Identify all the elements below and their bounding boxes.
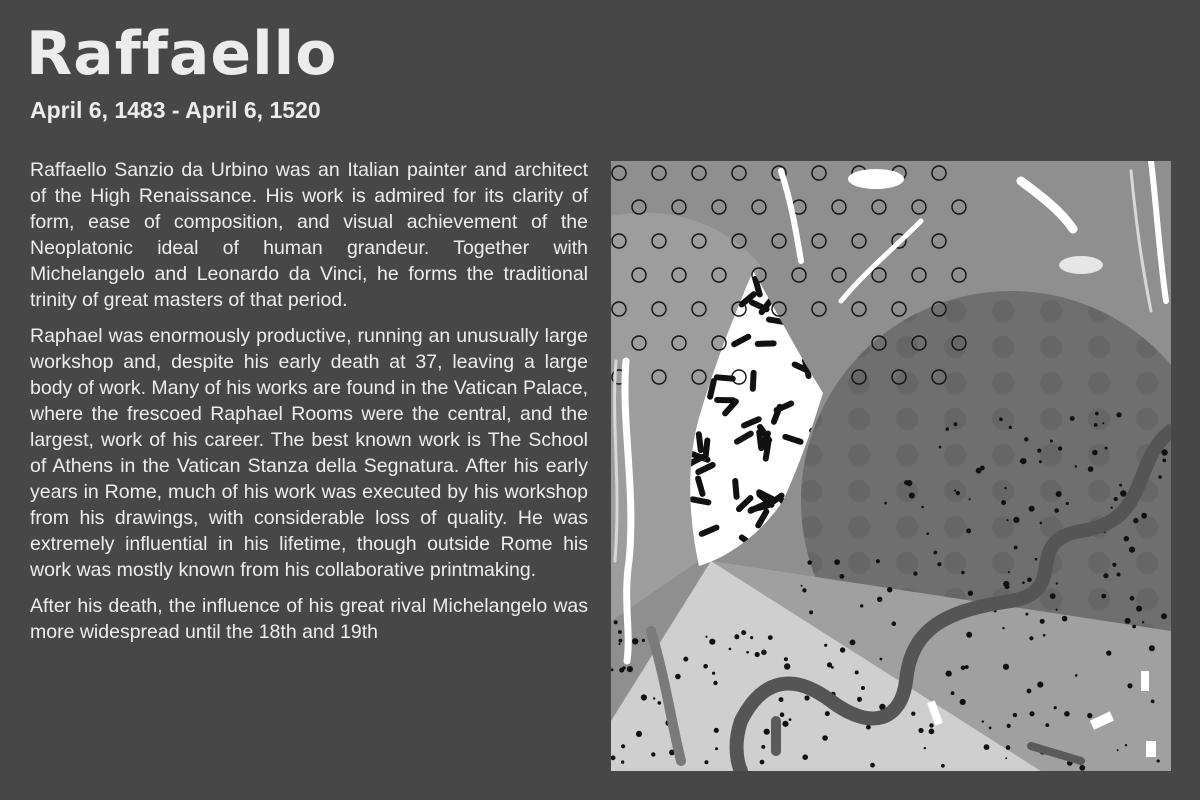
grid-dot <box>1040 372 1062 394</box>
life-dates: April 6, 1483 - April 6, 1520 <box>30 97 321 123</box>
speckle <box>1161 613 1167 619</box>
speckle <box>906 480 912 486</box>
speckle <box>1129 547 1135 553</box>
speckle <box>632 638 638 644</box>
speckle <box>1050 593 1056 599</box>
dash-mark <box>755 340 777 347</box>
speckle <box>1105 447 1108 450</box>
speckle <box>866 725 871 730</box>
speckle <box>1101 594 1106 599</box>
speckle <box>1112 563 1116 567</box>
speckle <box>1013 713 1017 717</box>
speckle <box>1003 581 1009 587</box>
speckle <box>1120 490 1126 496</box>
speckle <box>834 559 840 565</box>
speckle <box>1142 621 1144 623</box>
speckle <box>1005 757 1007 759</box>
speckle <box>1157 759 1160 762</box>
speckle <box>954 422 958 426</box>
speckle <box>642 639 645 642</box>
speckle <box>1001 500 1006 505</box>
speckle <box>1127 683 1132 688</box>
speckle <box>636 731 642 737</box>
speckle <box>946 671 952 677</box>
speckle <box>861 686 865 690</box>
speckle <box>807 560 812 565</box>
speckle <box>1003 664 1009 670</box>
white-oval <box>848 169 904 189</box>
grid-dot <box>1088 336 1110 358</box>
speckle <box>877 597 882 602</box>
light-oval <box>1059 256 1103 274</box>
speckle <box>1117 749 1119 751</box>
speckle <box>750 636 753 639</box>
grid-dot <box>992 552 1014 574</box>
grid-dot <box>944 336 966 358</box>
speckle <box>1116 412 1121 417</box>
speckle <box>954 490 956 492</box>
grid-dot <box>848 480 870 502</box>
speckle <box>715 747 718 750</box>
bio-paragraph-2: Raphael was enormously productive, running an unusually large workshop and, despite his early death at 37, leaving a large body of work. Many of his works are found in the Vatican Palace, where the frescoed Raphael Rooms were the central, and the largest, work of his career. The best known work is The School of Athens in the Vatican Stanza della Segnatura. After his early years in Rome, much of his work was executed by his workshop from his drawings, with considerable loss of quality. He was extremely influential in his lifetime, though outside Rome his work was mostly known from his collaborative printmaking. <box>30 325 588 581</box>
grid-dot <box>992 372 1014 394</box>
speckle <box>1006 519 1008 521</box>
speckle <box>713 681 717 685</box>
speckle <box>913 571 917 575</box>
speckle <box>746 651 749 654</box>
grid-dot <box>1136 516 1158 538</box>
speckle <box>1117 573 1121 577</box>
grid-dot <box>1040 336 1062 358</box>
speckle <box>1024 437 1028 441</box>
speckle <box>1054 706 1057 709</box>
speckle <box>1114 497 1118 501</box>
grid-dot <box>848 444 870 466</box>
speckle <box>1029 636 1033 640</box>
speckle <box>1062 616 1068 622</box>
speckle <box>729 648 732 651</box>
speckle <box>764 729 770 735</box>
speckle <box>1006 745 1011 750</box>
speckle <box>641 694 647 700</box>
speckle <box>1045 723 1049 727</box>
speckle <box>789 718 792 721</box>
speckle <box>980 466 985 471</box>
speckle <box>1092 450 1098 456</box>
speckle <box>933 551 937 555</box>
speckle <box>1022 581 1025 584</box>
speckle <box>704 760 708 764</box>
grid-dot <box>896 372 918 394</box>
speckle <box>761 650 767 656</box>
speckle <box>969 498 971 500</box>
grid-dot <box>1088 372 1110 394</box>
speckle <box>705 636 707 638</box>
speckle <box>1141 513 1147 519</box>
grid-dot <box>992 336 1014 358</box>
speckle <box>1103 573 1108 578</box>
speckle <box>929 729 935 735</box>
speckle <box>918 728 923 733</box>
speckle <box>784 663 790 669</box>
grid-dot <box>944 516 966 538</box>
speckle <box>1029 506 1035 512</box>
speckle <box>1040 522 1043 525</box>
speckle <box>1002 627 1004 629</box>
grid-dot <box>1088 588 1110 610</box>
grid-dot <box>1136 552 1158 574</box>
speckle <box>741 630 746 635</box>
speckle <box>884 502 887 505</box>
abstract-artwork <box>611 161 1171 771</box>
speckle <box>658 701 662 705</box>
speckle <box>951 691 955 695</box>
grid-dot <box>944 300 966 322</box>
speckle <box>1158 475 1162 479</box>
speckle <box>1013 517 1019 523</box>
grid-dot <box>944 372 966 394</box>
speckle <box>782 721 788 727</box>
speckle <box>984 744 990 750</box>
speckle <box>1088 466 1094 472</box>
speckle <box>960 699 966 705</box>
speckle <box>1039 460 1042 463</box>
grid-dot <box>1040 300 1062 322</box>
speckle <box>1070 416 1075 421</box>
grid-dot <box>944 552 966 574</box>
speckle <box>822 735 828 741</box>
speckle <box>703 664 708 669</box>
speckle <box>880 658 883 661</box>
grid-dot <box>848 408 870 430</box>
grid-dot <box>944 444 966 466</box>
speckle <box>1043 634 1046 637</box>
speckle <box>779 697 784 702</box>
speckle <box>683 657 688 662</box>
speckle <box>802 754 808 760</box>
page-title: Raffaello <box>26 19 338 89</box>
speckle <box>968 591 973 596</box>
speckle <box>929 723 933 727</box>
speckle <box>1035 558 1038 561</box>
speckle <box>1029 711 1034 716</box>
speckle <box>827 662 832 667</box>
speckle <box>1027 578 1032 583</box>
speckle <box>945 427 949 431</box>
speckle <box>824 644 827 647</box>
speckle <box>1050 440 1053 443</box>
speckle <box>1004 487 1006 489</box>
bio-paragraph-3: After his death, the influence of his great rival Michelangelo was more widespread until the 18th and 19th <box>30 595 588 643</box>
grid-dot <box>848 552 870 574</box>
speckle <box>618 630 622 634</box>
speckle <box>712 672 715 675</box>
speckle <box>1111 507 1113 509</box>
speckle <box>924 747 926 749</box>
speckle <box>1087 713 1092 718</box>
speckle <box>876 559 880 563</box>
speckle <box>761 745 765 749</box>
speckle <box>1106 650 1111 655</box>
speckle <box>801 585 803 587</box>
speckle <box>860 604 863 607</box>
grid-dot <box>992 480 1014 502</box>
speckle <box>1133 518 1138 523</box>
speckle <box>909 493 915 499</box>
speckle <box>619 639 623 643</box>
speckle <box>1130 596 1135 601</box>
grid-dot <box>992 300 1014 322</box>
grid-dot <box>992 516 1014 538</box>
speckle <box>621 760 624 763</box>
speckle <box>621 744 625 748</box>
speckle <box>709 639 715 645</box>
speckle <box>1075 465 1078 468</box>
speckle <box>1149 645 1155 651</box>
grid-dot <box>848 516 870 538</box>
speckle <box>887 587 892 592</box>
grid-dot <box>1088 480 1110 502</box>
speckle <box>1125 744 1127 746</box>
speckle <box>675 674 681 680</box>
speckle <box>961 666 966 671</box>
artwork-canvas <box>611 161 1171 771</box>
speckle <box>937 562 941 566</box>
speckle <box>1124 536 1129 541</box>
speckle <box>1056 491 1062 497</box>
speckle <box>999 417 1003 421</box>
speckle <box>1075 674 1078 677</box>
speckle <box>1125 618 1131 624</box>
grid-dot <box>896 552 918 574</box>
speckle <box>1119 484 1122 487</box>
speckle <box>1056 609 1058 611</box>
speckle <box>802 588 806 592</box>
speckle <box>840 647 845 652</box>
speckle <box>921 506 924 509</box>
speckle <box>961 571 965 575</box>
speckle <box>939 446 942 449</box>
speckle <box>619 668 624 673</box>
speckle <box>1151 700 1155 704</box>
speckle <box>1094 423 1098 427</box>
biography <box>30 157 588 785</box>
speckle <box>1056 582 1058 584</box>
speckle <box>1025 613 1028 616</box>
speckle <box>870 763 875 768</box>
bio-paragraph-1: Raffaello Sanzio da Urbino was an Italian painter and architect of the High Renaissance. His work is admired for its clarity of form, ease of composition, and visual achievement of the Neoplatonic ideal of human grandeur. Together with Michelangelo and Leonardo da Vinci, he forms the traditional trinity of great masters of that period. <box>30 159 588 311</box>
speckle <box>1007 724 1011 728</box>
speckle <box>966 632 972 638</box>
speckle <box>618 643 620 645</box>
speckle <box>966 528 971 533</box>
dash-mark <box>750 370 757 392</box>
speckle <box>1162 459 1166 463</box>
speckle <box>1054 508 1059 513</box>
grid-dot <box>800 480 822 502</box>
speckle <box>1161 449 1167 455</box>
grid-dot <box>1136 372 1158 394</box>
speckle <box>627 666 633 672</box>
speckle <box>941 764 945 768</box>
speckle <box>614 620 618 624</box>
speckle <box>840 574 845 579</box>
grid-dot <box>896 336 918 358</box>
speckle <box>1020 458 1026 464</box>
grid-dot <box>848 372 870 394</box>
speckle <box>734 634 739 639</box>
speckle <box>892 621 897 626</box>
speckle <box>755 652 760 657</box>
speckle <box>956 491 960 495</box>
speckle <box>784 657 788 661</box>
speckle <box>804 695 809 700</box>
speckle <box>809 610 813 614</box>
speckle <box>1132 625 1136 629</box>
speckle <box>965 665 969 669</box>
grid-dot <box>896 516 918 538</box>
speckle <box>825 711 830 716</box>
speckle <box>1040 619 1045 624</box>
grid-dot <box>1088 552 1110 574</box>
grid-dot <box>944 408 966 430</box>
speckle <box>1102 422 1104 424</box>
speckle <box>855 670 859 674</box>
speckle <box>1009 426 1012 429</box>
grid-dot <box>1040 408 1062 430</box>
speckle <box>768 635 773 640</box>
grid-dot <box>1088 408 1110 430</box>
speckle <box>714 728 719 733</box>
speckle <box>982 720 984 722</box>
speckle <box>1058 446 1062 450</box>
speckle <box>1079 765 1085 771</box>
speckle <box>1136 606 1142 612</box>
speckle <box>1037 449 1041 453</box>
speckle <box>1095 412 1099 416</box>
speckle <box>780 712 785 717</box>
grid-dot <box>992 444 1014 466</box>
grid-dot <box>896 408 918 430</box>
speckle <box>1014 546 1018 550</box>
grid-dot <box>1136 408 1158 430</box>
speckle <box>989 727 992 730</box>
speckle <box>1064 711 1070 717</box>
speckle <box>1027 689 1032 694</box>
speckle <box>760 760 765 765</box>
speckle <box>651 752 655 756</box>
grid-dot <box>896 444 918 466</box>
speckle <box>1008 571 1010 573</box>
speckle <box>857 697 862 702</box>
speckle <box>1037 682 1043 688</box>
speckle <box>850 640 856 646</box>
speckle <box>1066 502 1069 505</box>
speckle <box>926 532 929 535</box>
speckle <box>653 697 655 699</box>
speckle <box>911 712 915 716</box>
